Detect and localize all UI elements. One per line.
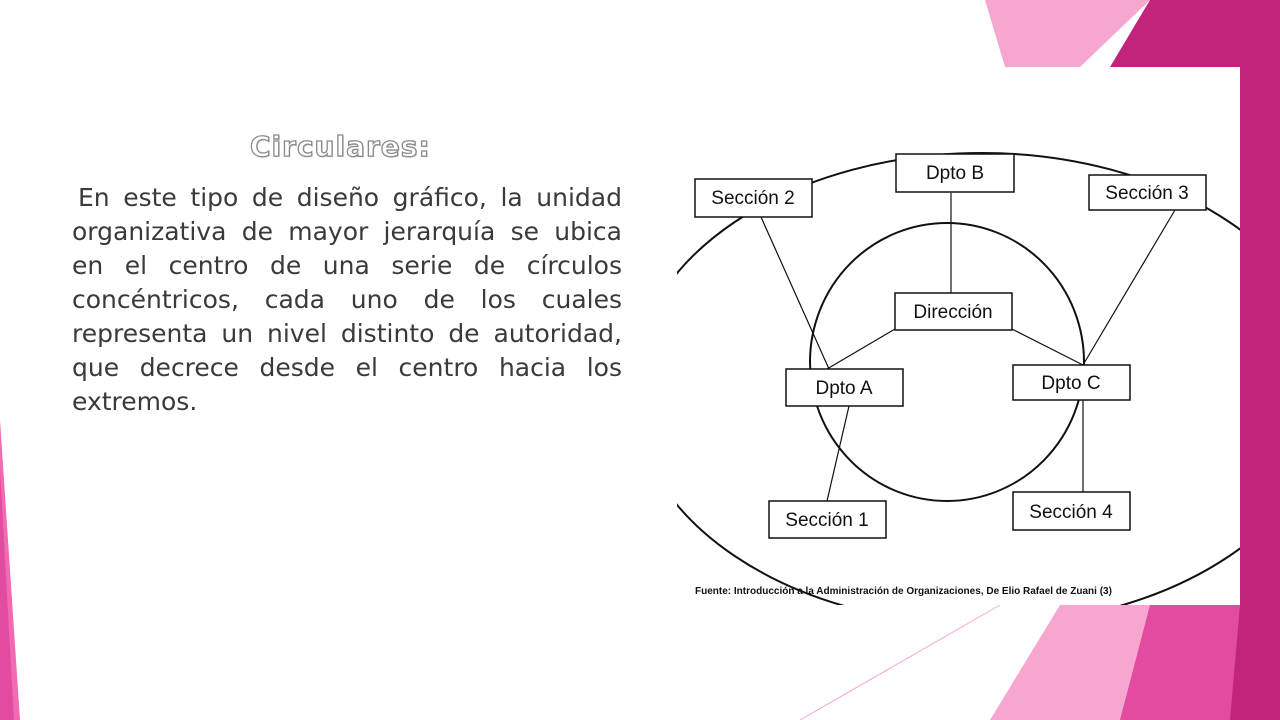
connector-lines: [761, 193, 1175, 501]
label-direccion: Dirección: [913, 302, 993, 323]
inner-circle: [810, 223, 1084, 501]
box-seccion-2: [695, 179, 812, 217]
outer-circle: [677, 153, 1240, 605]
label-seccion-1: Sección 1: [785, 510, 869, 531]
box-dpto-b: [896, 154, 1014, 192]
label-dpto-a: Dpto A: [815, 378, 873, 399]
box-seccion-3: [1089, 175, 1206, 210]
box-dpto-a: [786, 369, 903, 406]
box-seccion-4: [1013, 492, 1130, 530]
circular-org-chart: [677, 67, 1240, 605]
label-dpto-b: Dpto B: [925, 163, 985, 184]
box-direccion: [895, 293, 1012, 330]
label-seccion-2: Sección 2: [711, 188, 795, 209]
source-citation: Fuente: Introducción a la Administración de Organizaciones, De Elio Rafael de Zuani (3): [695, 586, 1112, 597]
label-dpto-c: Dpto C: [1041, 373, 1101, 394]
label-seccion-4: Sección 4: [1029, 502, 1113, 523]
label-seccion-3: Sección 3: [1105, 183, 1189, 204]
slide-title: Circulares:: [250, 130, 431, 163]
box-seccion-1: [769, 501, 886, 538]
slide-body-text: En este tipo de diseño gráfico, la unidad organizativa de mayor jerarquía se ubica en el centro de una serie de círculos concéntricos, cada uno de los cuales representa un nivel distinto de autoridad, que decrece desde el centro hacia los extremos.: [72, 183, 622, 416]
org-chart-svg: [677, 67, 1240, 605]
box-dpto-c: [1013, 365, 1130, 400]
